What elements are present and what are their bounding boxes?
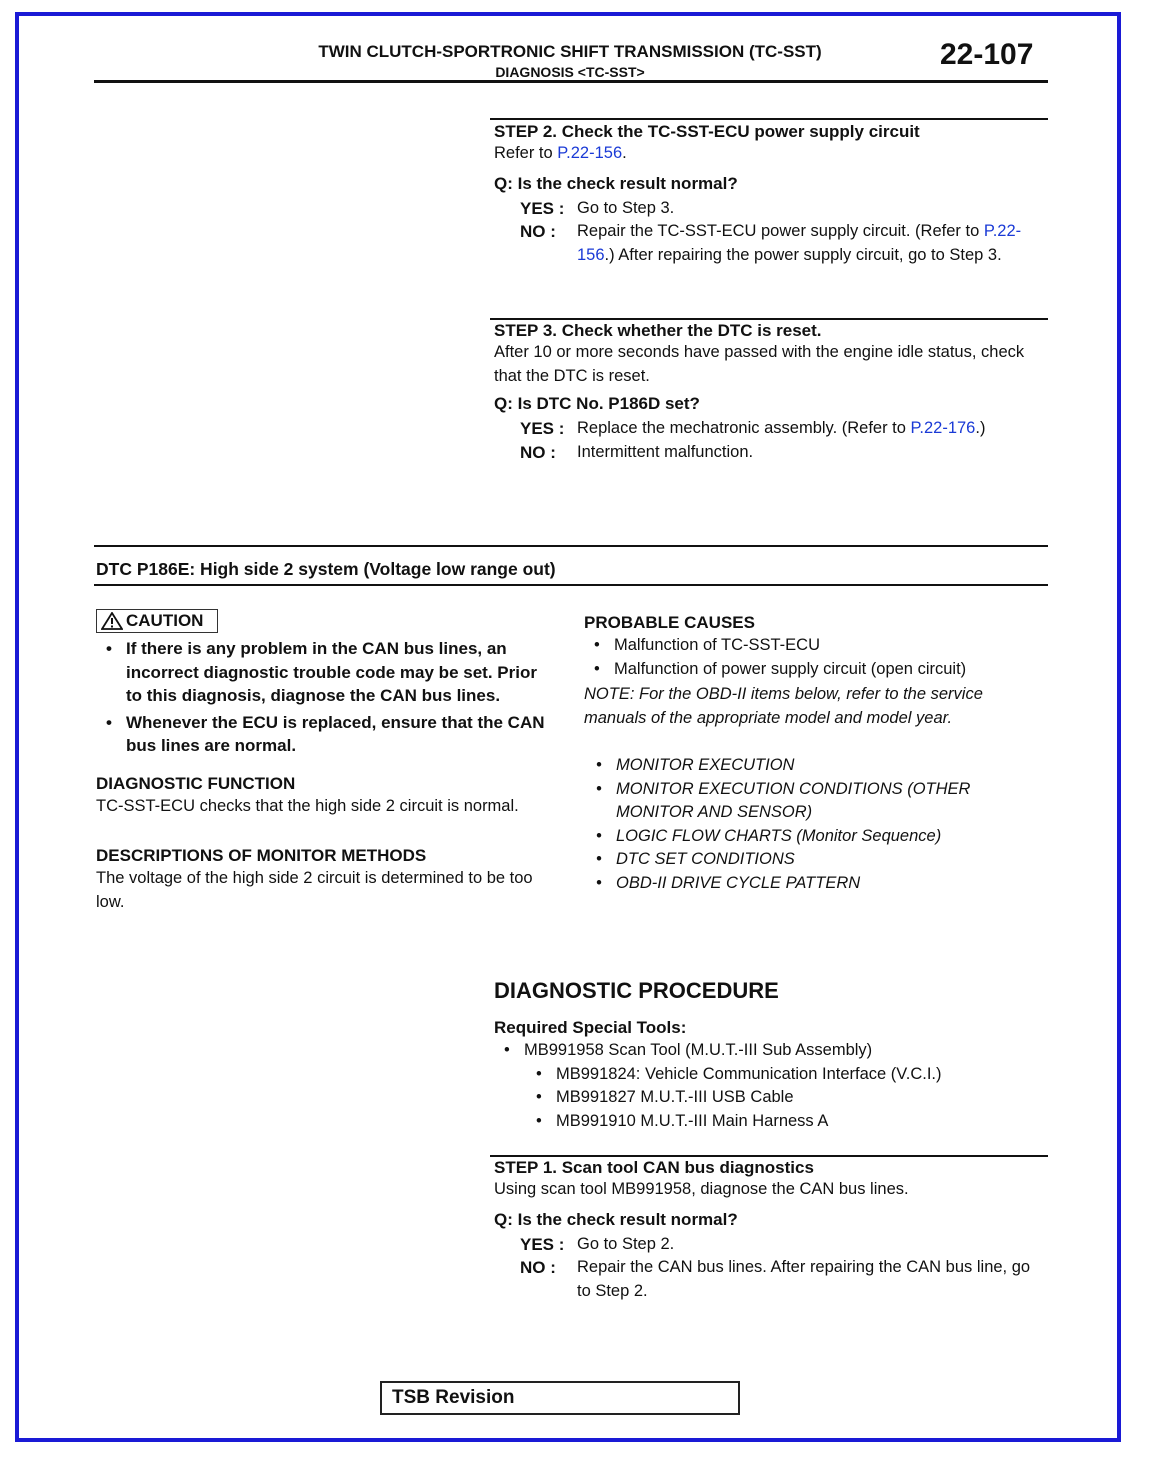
header-rule [94, 80, 1048, 83]
warning-triangle-icon [101, 612, 123, 630]
step2-title: STEP 2. Check the TC-SST-ECU power supply circuit [494, 122, 920, 141]
step2-no-text-2: .) After repairing the power supply circuit, go to Step 3. [604, 245, 1002, 264]
step3-yes-text [577, 417, 1046, 441]
step2-rule [490, 118, 1048, 120]
step1-no-text: Repair the CAN bus lines. After repairing the CAN bus line, go to Step 2. [577, 1258, 1031, 1300]
left-column [96, 609, 556, 914]
tools-list [494, 1039, 1046, 1063]
step1-body: Using scan tool MB991958, diagnose the CAN bus lines. [494, 1180, 909, 1198]
caution-box [96, 609, 218, 633]
dtc-rule-top [94, 545, 1048, 547]
tsb-revision-box: TSB Revision [380, 1381, 740, 1415]
header-title: TWIN CLUTCH-SPORTRONIC SHIFT TRANSMISSION (TC-SST) [318, 42, 822, 61]
step1-no [520, 1256, 1046, 1303]
step2-refer [494, 142, 1046, 166]
obd-item: • MONITOR EXECUTION [586, 754, 1046, 778]
step3-yes-text-2: .) [975, 419, 986, 437]
step1-title: STEP 1. Scan tool CAN bus diagnostics [494, 1158, 814, 1177]
dtc-rule-bottom [94, 584, 1048, 586]
tool-item: • MB991958 Scan Tool (M.U.T.-III Sub Assembly) [494, 1039, 1046, 1063]
step2-no-text-1: Repair the TC-SST-ECU power supply circuit. (Refer to [577, 222, 984, 240]
step2-yes [520, 197, 1046, 221]
obd-item: • OBD-II DRIVE CYCLE PATTERN [586, 872, 1046, 896]
step2-yes-text: Go to Step 3. [577, 198, 675, 217]
page-number: 22-107 [940, 38, 1034, 71]
step1-block [494, 1158, 1046, 1303]
step1-yes-label: YES : [520, 1234, 565, 1254]
step3-question: Q: Is DTC No. P186D set? [494, 394, 700, 413]
tools-sublist [526, 1063, 1046, 1134]
step3-yes [520, 417, 1046, 441]
step3-no-text: Intermittent malfunction. [577, 442, 754, 461]
caution-item: • Whenever the ECU is replaced, ensure that the CAN bus lines are normal. [96, 711, 556, 758]
step1-question: Q: Is the check result normal? [494, 1209, 738, 1229]
step1-no-label: NO : [520, 1258, 556, 1277]
caution-label: CAUTION [126, 611, 204, 630]
step2-refer-suffix: . [622, 144, 627, 162]
step2-no [520, 220, 1046, 267]
tool-subitem: • MB991824: Vehicle Communication Interface (V.C.I.) [526, 1063, 1046, 1087]
step2-block [494, 122, 1046, 267]
step2-refer-prefix: Refer to [494, 144, 558, 162]
step2-question: Q: Is the check result normal? [494, 173, 738, 193]
step3-title: STEP 3. Check whether the DTC is reset. [494, 321, 822, 340]
dtc-title: DTC P186E: High side 2 system (Voltage low range out) [96, 559, 556, 579]
step3-yes-label: YES : [520, 419, 565, 438]
obd-item: • MONITOR EXECUTION CONDITIONS (OTHER MONITOR AND SENSOR) [586, 778, 1046, 825]
obd-items-list [586, 754, 1046, 895]
step1-yes-text: Go to Step 2. [577, 1234, 675, 1253]
step2-no-label: NO : [520, 222, 556, 241]
header-subtitle: DIAGNOSIS <TC-SST> [495, 64, 645, 80]
procedure-block [494, 978, 1046, 1133]
probable-causes-heading: PROBABLE CAUSES [584, 613, 755, 632]
step3-body: After 10 or more seconds have passed with the engine idle status, check that the DTC is reset. [494, 343, 1025, 385]
step3-no-label: NO : [520, 442, 556, 462]
obd-note: NOTE: For the OBD-II items below, refer to the service manuals of the appropriate model and model year. [584, 685, 983, 727]
right-column [584, 611, 1046, 895]
diag-function-heading: DIAGNOSTIC FUNCTION [96, 773, 296, 793]
monitor-methods-heading: DESCRIPTIONS OF MONITOR METHODS [96, 846, 427, 865]
procedure-heading: DIAGNOSTIC PROCEDURE [494, 978, 779, 1003]
step1-rule [490, 1155, 1048, 1157]
caution-item: • If there is any problem in the CAN bus lines, an incorrect diagnostic trouble code may be set. Prior to this diagnosis, diagnose the CAN bus lines. [96, 637, 556, 708]
probable-cause-item: • Malfunction of power supply circuit (open circuit) [584, 658, 1046, 682]
step3-rule [490, 318, 1048, 320]
step3-block [494, 321, 1046, 464]
probable-causes-list [584, 634, 1046, 681]
step3-yes-text-1: Replace the mechatronic assembly. (Refer to [577, 419, 911, 437]
tool-subitem: • MB991910 M.U.T.-III Main Harness A [526, 1110, 1046, 1134]
step2-no-text [577, 220, 1046, 267]
step3-yes-link[interactable]: P.22-176 [910, 419, 976, 437]
caution-list [96, 637, 556, 758]
step2-yes-label: YES : [520, 198, 565, 218]
probable-cause-item: • Malfunction of TC-SST-ECU [584, 634, 1046, 658]
step2-refer-link[interactable]: P.22-156 [557, 144, 623, 162]
obd-item: • LOGIC FLOW CHARTS (Monitor Sequence) [586, 825, 1046, 849]
monitor-methods-body: The voltage of the high side 2 circuit is determined to be too low. [96, 869, 533, 911]
step1-yes [520, 1233, 1046, 1257]
tool-subitem: • MB991827 M.U.T.-III USB Cable [526, 1086, 1046, 1110]
tools-heading: Required Special Tools: [494, 1018, 687, 1037]
step3-no [520, 441, 1046, 465]
diag-function-body: TC-SST-ECU checks that the high side 2 circuit is normal. [96, 796, 519, 815]
step2-no-link[interactable]: P.22-156 [577, 222, 1022, 264]
obd-item: • DTC SET CONDITIONS [586, 848, 1046, 872]
